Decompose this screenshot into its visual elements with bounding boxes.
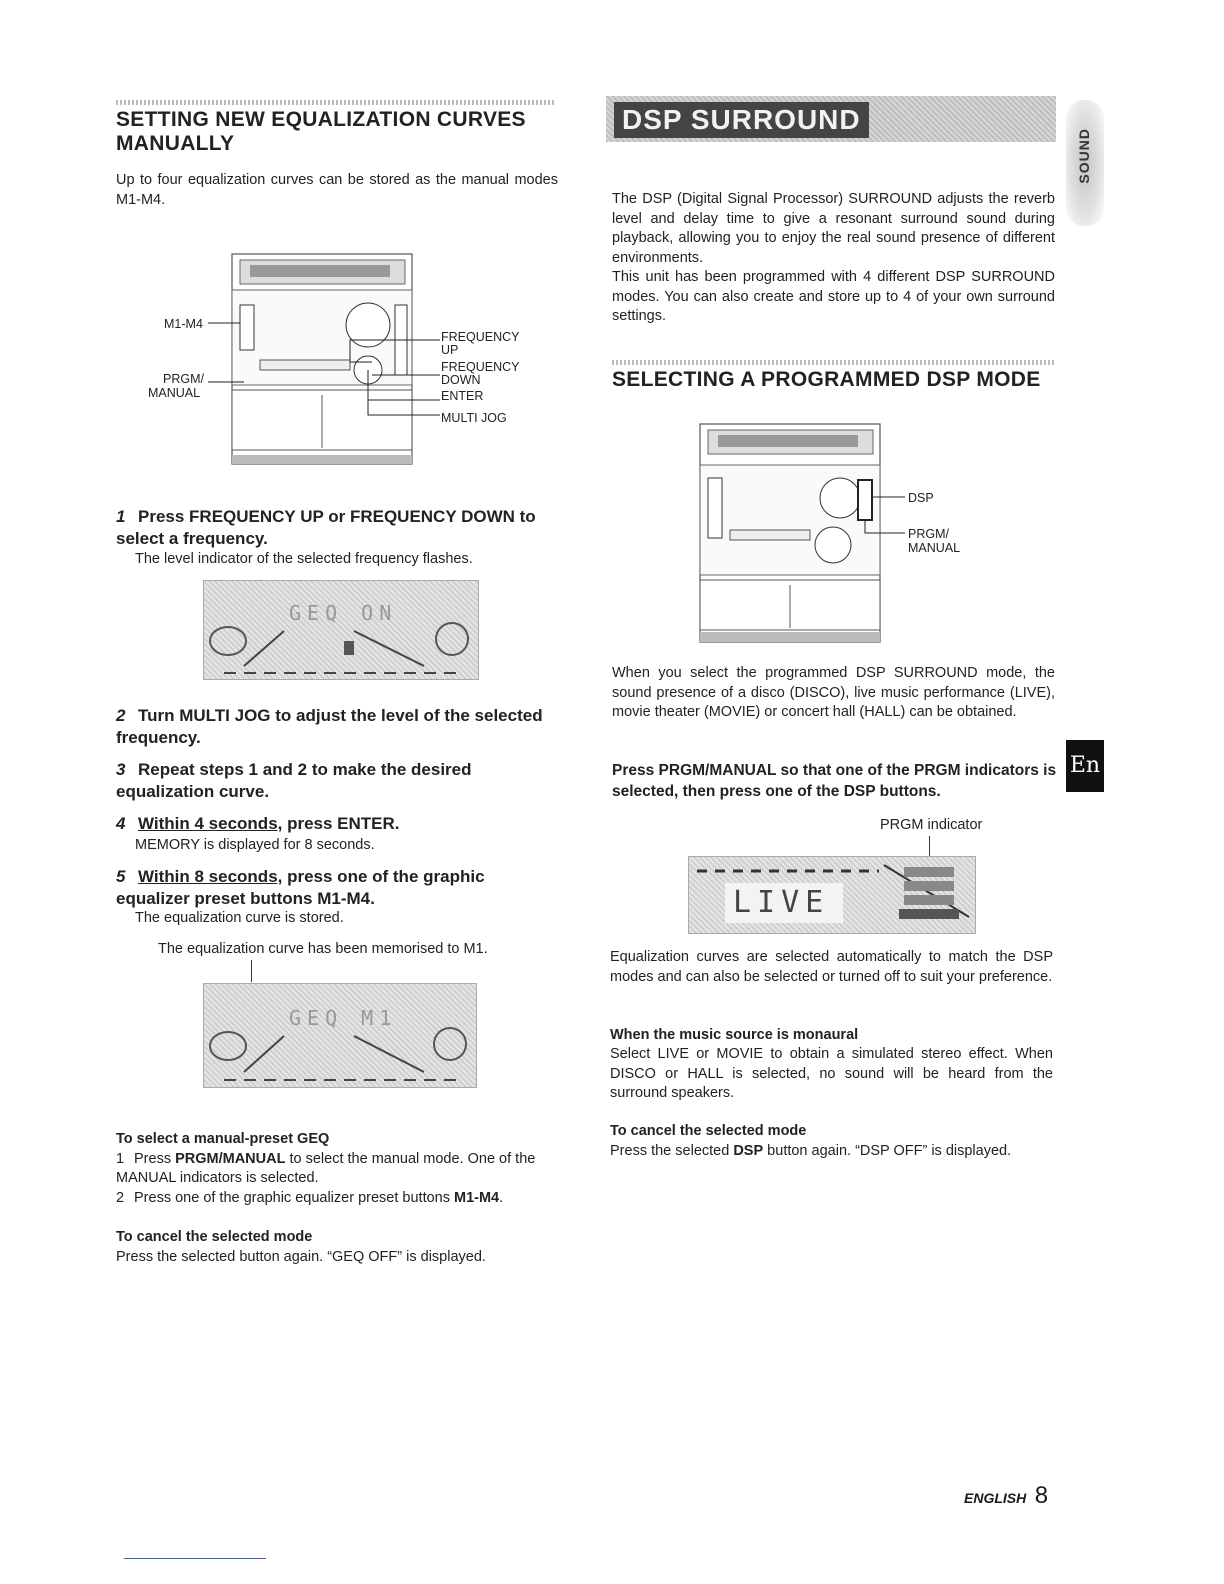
- step-4-text: MEMORY is displayed for 8 seconds.: [135, 837, 375, 853]
- step-2-number: 2: [116, 706, 126, 725]
- mp-1-text-b: PRGM/MANUAL: [175, 1151, 286, 1167]
- section-heading-dsp: SELECTING A PROGRAMMED DSP MODE: [612, 368, 1041, 391]
- step-5: [116, 866, 561, 910]
- dsp-intro-1: The DSP (Digital Signal Processor) SURROUND adjusts the reverb level and delay time to give a resonant surround sound during playback, allowing you to enjoy the real sound presence of different environments.: [612, 191, 1055, 266]
- footer-language: ENGLISH: [964, 1490, 1027, 1506]
- step-3: [116, 759, 561, 803]
- dsp-instruction: Press PRGM/MANUAL so that one of the PRGM indicators is selected, then press one of the DSP buttons.: [612, 762, 1057, 800]
- label-m1m4: M1-M4: [164, 317, 203, 331]
- unit-diagram-dsp: [690, 420, 990, 655]
- label-manual: MANUAL: [148, 386, 201, 400]
- mp-2-text-b: M1-M4: [454, 1190, 500, 1206]
- manual-preset-heading: To select a manual-preset GEQ: [116, 1131, 330, 1147]
- mp-2-number: 2: [116, 1190, 125, 1206]
- cancel-right-text-a: Press the selected: [610, 1143, 734, 1159]
- lcd-text-live: LIVE: [733, 885, 830, 920]
- label-up: UP: [441, 343, 459, 357]
- label-multi-jog: MULTI JOG: [441, 411, 507, 425]
- cancel-right-text-c: button again. “DSP OFF” is displayed.: [763, 1143, 1012, 1159]
- label-prgm: PRGM/: [163, 372, 204, 386]
- step-1-text: The level indicator of the selected frequency flashes.: [135, 551, 473, 567]
- section-rule: [116, 100, 556, 105]
- cancel-text-left: Press the selected button again. “GEQ OFF” is displayed.: [116, 1249, 486, 1265]
- step-2-title: Turn MULTI JOG to adjust the level of the selected frequency.: [116, 706, 543, 747]
- banner-title: DSP SURROUND: [614, 102, 869, 138]
- cancel-heading-left: To cancel the selected mode: [116, 1229, 313, 1245]
- step-3-title: Repeat steps 1 and 2 to make the desired equalization curve.: [116, 760, 472, 801]
- cancel-text-right: [610, 1142, 1060, 1161]
- section-heading-eq: SETTING NEW EQUALIZATION CURVES MANUALLY: [116, 108, 526, 155]
- mp-1-number: 1: [116, 1151, 125, 1167]
- mp-1-text-a: Press: [134, 1151, 176, 1167]
- sound-tab: [1066, 100, 1104, 226]
- page-number: 8: [1034, 1482, 1049, 1509]
- caption-pointer-line: [251, 960, 252, 982]
- step-5-title: press one of the graphic equalizer preset buttons M1-M4.: [116, 867, 485, 908]
- step-1: [116, 506, 561, 550]
- dsp-surround-banner: [606, 96, 1056, 142]
- dsp-modes-text: When you select the programmed DSP SURROUND mode, the sound presence of a disco (DISCO), live music performance (LIVE), movie theater (MOVIE) or concert hall (HALL) can be obtained.: [612, 665, 1055, 720]
- cancel-right-text-b: DSP: [733, 1143, 764, 1159]
- step-1-title: Press FREQUENCY UP or FREQUENCY DOWN to select a frequency.: [116, 507, 536, 548]
- footer-rule: [124, 1558, 266, 1559]
- lcd-display-geq-m1: [203, 983, 477, 1088]
- step-1-number: 1: [116, 507, 126, 526]
- page-footer: [964, 1482, 1048, 1510]
- label-frequency-up: FREQUENCY: [441, 330, 520, 344]
- step-4-title-underlined: Within 4 seconds,: [138, 814, 283, 833]
- monaural-heading: When the music source is monaural: [610, 1027, 859, 1043]
- step-4-title: press ENTER.: [282, 814, 400, 833]
- memorised-caption: The equalization curve has been memorised to M1.: [158, 941, 488, 957]
- label-frequency-down: FREQUENCY: [441, 360, 520, 374]
- manual-preset-step-1: [116, 1150, 558, 1188]
- label-prgm-right: PRGM/: [908, 527, 949, 541]
- mp-2-text-c: .: [499, 1190, 504, 1206]
- cancel-heading-right: To cancel the selected mode: [610, 1123, 807, 1139]
- section-rule-right: [612, 360, 1055, 365]
- lcd-display-live: [688, 856, 976, 934]
- lcd-eq-curve-graphic: [204, 581, 478, 679]
- step-4: [116, 813, 561, 835]
- lcd-eq-curve-graphic-2: [204, 984, 476, 1087]
- lcd-display-geq-on: [203, 580, 479, 680]
- step-5-number: 5: [116, 867, 126, 886]
- eq-auto-text: Equalization curves are selected automatically to match the DSP modes and can also be selected or turned off to suit your preference.: [610, 949, 1053, 985]
- label-enter: ENTER: [441, 389, 484, 403]
- sound-tab-label: SOUND: [1076, 128, 1092, 184]
- unit-diagram-eq: [140, 250, 540, 475]
- prgm-indicator-label: PRGM indicator: [880, 817, 983, 833]
- step-4-number: 4: [116, 814, 126, 833]
- step-2: [116, 705, 561, 749]
- lcd-text-geq-m1: GEQ M1: [289, 1006, 398, 1030]
- language-tab-en: En: [1066, 740, 1104, 792]
- dsp-intro-2: This unit has been programmed with 4 different DSP SURROUND modes. You can also create and store up to 4 of your own surround settings.: [612, 269, 1055, 324]
- manual-preset-step-2: [116, 1189, 558, 1208]
- label-down: DOWN: [441, 373, 481, 387]
- mp-2-text-a: Press one of the graphic equalizer preset buttons: [134, 1190, 454, 1206]
- lcd-text-geq-on: GEQ ON: [289, 601, 398, 625]
- monaural-text: Select LIVE or MOVIE to obtain a simulated stereo effect. When DISCO or HALL is selected, no sound will be heard from the surround speakers.: [610, 1046, 1053, 1101]
- label-dsp: DSP: [908, 491, 934, 505]
- label-manual-right: MANUAL: [908, 541, 961, 555]
- step-5-text: The equalization curve is stored.: [135, 910, 344, 926]
- step-5-title-underlined: Within 8 seconds,: [138, 867, 283, 886]
- step-3-number: 3: [116, 760, 126, 779]
- eq-intro: Up to four equalization curves can be stored as the manual modes M1-M4.: [116, 172, 558, 208]
- mp-1-text-c: to select the manual mode. One of the MANUAL indicators is selected.: [116, 1151, 536, 1186]
